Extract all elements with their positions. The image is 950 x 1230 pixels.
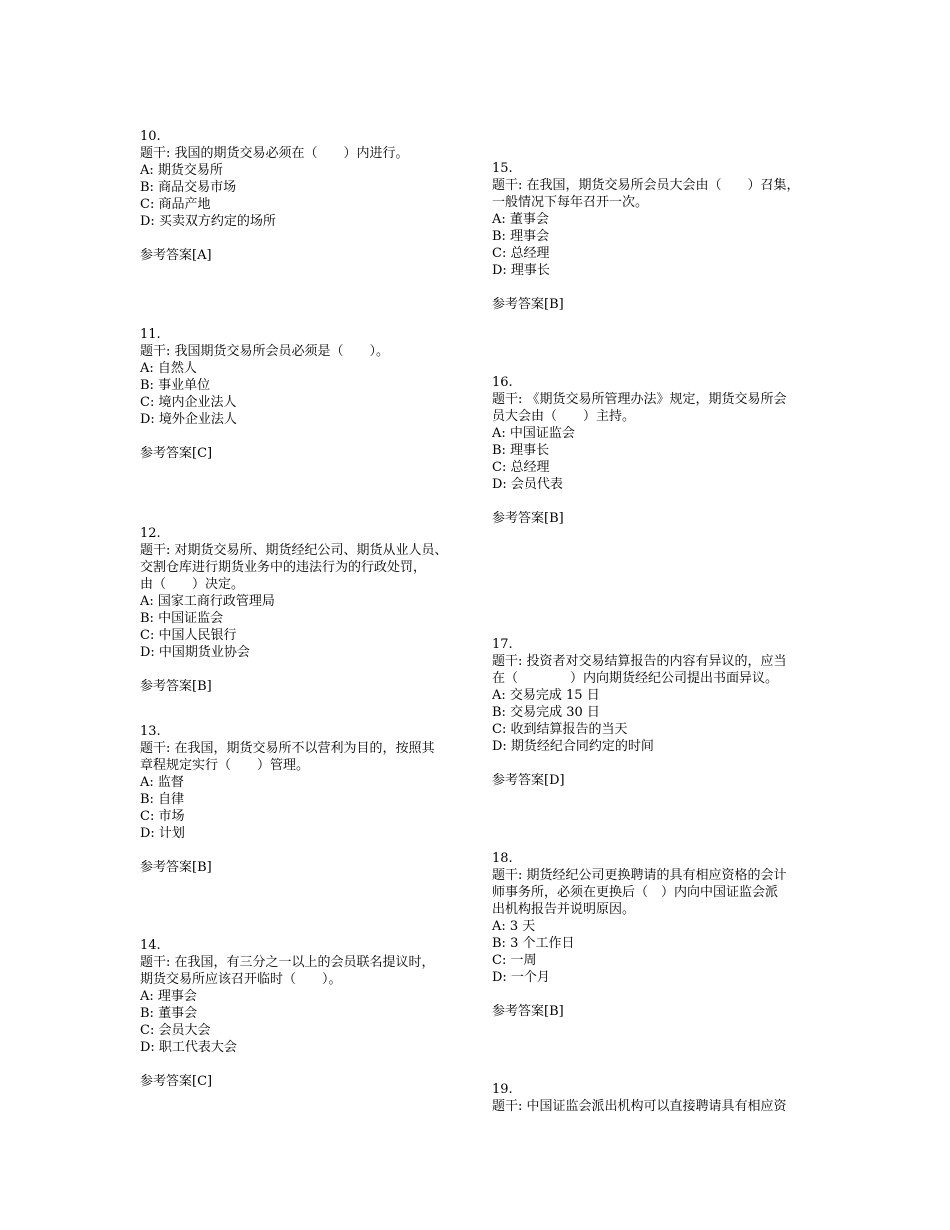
reference-answer: 参考答案[B]	[492, 297, 564, 312]
option-c: C: 中国人民银行	[140, 628, 237, 643]
question-stem: 题干: 《期货交易所管理办法》规定，期货交易所会	[492, 392, 787, 407]
question-number: 14.	[140, 938, 161, 953]
question-stem: 章程规定实行（ ）管理。	[140, 758, 310, 773]
option-d: D: 中国期货业协会	[140, 645, 250, 660]
option-d: D: 期货经纪合同约定的时间	[492, 739, 654, 754]
question-stem: 一般情况下每年召开一次。	[492, 195, 649, 210]
question-number: 13.	[140, 724, 161, 739]
question-stem: 题干: 对期货交易所、期货经纪公司、期货从业人员、	[140, 543, 448, 558]
question-stem: 题干: 投资者对交易结算报告的内容有异议的，应当	[492, 654, 787, 669]
option-b: B: 自律	[140, 792, 185, 807]
question-stem: 题干: 中国证监会派出机构可以直接聘请具有相应资	[492, 1099, 787, 1114]
question-number: 17.	[492, 637, 513, 652]
question-number: 19.	[492, 1082, 513, 1097]
reference-answer: 参考答案[C]	[140, 1074, 213, 1089]
option-b: B: 理事长	[492, 443, 550, 458]
option-d: D: 计划	[140, 826, 185, 841]
option-a: A: 国家工商行政管理局	[140, 594, 275, 609]
question-number: 12.	[140, 526, 161, 541]
question-13	[140, 723, 480, 876]
option-b: B: 董事会	[140, 1006, 198, 1021]
reference-answer: 参考答案[B]	[492, 511, 564, 526]
option-d: D: 职工代表大会	[140, 1040, 237, 1055]
question-11	[140, 326, 480, 462]
option-c: C: 一周	[492, 953, 537, 968]
option-c: C: 境内企业法人	[140, 395, 237, 410]
question-stem: 在（ ）内向期货经纪公司提出书面异议。	[492, 671, 779, 686]
reference-answer: 参考答案[A]	[140, 248, 212, 263]
question-16	[492, 374, 832, 527]
question-number: 11.	[140, 327, 161, 342]
reference-answer: 参考答案[B]	[492, 1004, 564, 1019]
option-a: A: 监督	[140, 775, 184, 790]
question-number: 18.	[492, 851, 513, 866]
option-b: B: 中国证监会	[140, 611, 224, 626]
question-stem: 期货交易所应该召开临时（ ）。	[140, 972, 342, 987]
option-a: A: 自然人	[140, 361, 197, 376]
option-b: B: 商品交易市场	[140, 180, 237, 195]
option-d: D: 一个月	[492, 970, 550, 985]
option-d: D: 会员代表	[492, 477, 563, 492]
option-d: D: 境外企业法人	[140, 412, 237, 427]
question-19	[492, 1081, 832, 1115]
question-17	[492, 636, 832, 789]
option-c: C: 商品产地	[140, 197, 211, 212]
question-stem: 员大会由（ ）主持。	[492, 409, 636, 424]
question-number: 10.	[140, 129, 161, 144]
question-stem: 交割仓库进行期货业务中的违法行为的行政处罚，	[140, 560, 427, 575]
option-d: D: 理事长	[492, 263, 550, 278]
question-number: 16.	[492, 375, 513, 390]
question-stem: 题干: 我国期货交易所会员必须是（ ）。	[140, 344, 390, 359]
option-c: C: 总经理	[492, 460, 550, 475]
reference-answer: 参考答案[D]	[492, 773, 565, 788]
question-stem: 题干: 我国的期货交易必须在（ ）内进行。	[140, 146, 409, 161]
question-18	[492, 850, 832, 1020]
option-a: A: 中国证监会	[492, 426, 575, 441]
question-14	[140, 937, 480, 1090]
option-a: A: 理事会	[140, 989, 197, 1004]
option-a: A: 交易完成 15 日	[492, 688, 600, 703]
question-stem: 出机构报告并说明原因。	[492, 902, 636, 917]
option-a: A: 董事会	[492, 212, 549, 227]
option-b: B: 理事会	[492, 229, 550, 244]
question-stem: 题干: 期货经纪公司更换聘请的具有相应资格的会计	[492, 868, 787, 883]
question-stem: 由（ ）决定。	[140, 577, 245, 592]
option-c: C: 收到结算报告的当天	[492, 722, 628, 737]
option-a: A: 期货交易所	[140, 163, 223, 178]
question-stem: 题干: 在我国，有三分之一以上的会员联名提议时，	[140, 955, 435, 970]
question-10	[140, 128, 480, 264]
question-12	[140, 525, 480, 695]
reference-answer: 参考答案[B]	[140, 679, 212, 694]
option-b: B: 3 个工作日	[492, 936, 575, 951]
option-b: B: 事业单位	[140, 378, 211, 393]
question-stem: 师事务所，必须在更换后（ ）内向中国证监会派	[492, 885, 779, 900]
question-stem: 题干: 在我国，期货交易所会员大会由（ ）召集，	[492, 178, 800, 193]
option-c: C: 会员大会	[140, 1023, 211, 1038]
question-number: 15.	[492, 161, 513, 176]
reference-answer: 参考答案[C]	[140, 446, 213, 461]
option-c: C: 市场	[140, 809, 185, 824]
option-c: C: 总经理	[492, 246, 550, 261]
option-d: D: 买卖双方约定的场所	[140, 214, 276, 229]
option-b: B: 交易完成 30 日	[492, 705, 600, 720]
question-15	[492, 160, 832, 313]
reference-answer: 参考答案[B]	[140, 860, 212, 875]
option-a: A: 3 天	[492, 919, 536, 934]
question-stem: 题干: 在我国，期货交易所不以营利为目的，按照其	[140, 741, 435, 756]
